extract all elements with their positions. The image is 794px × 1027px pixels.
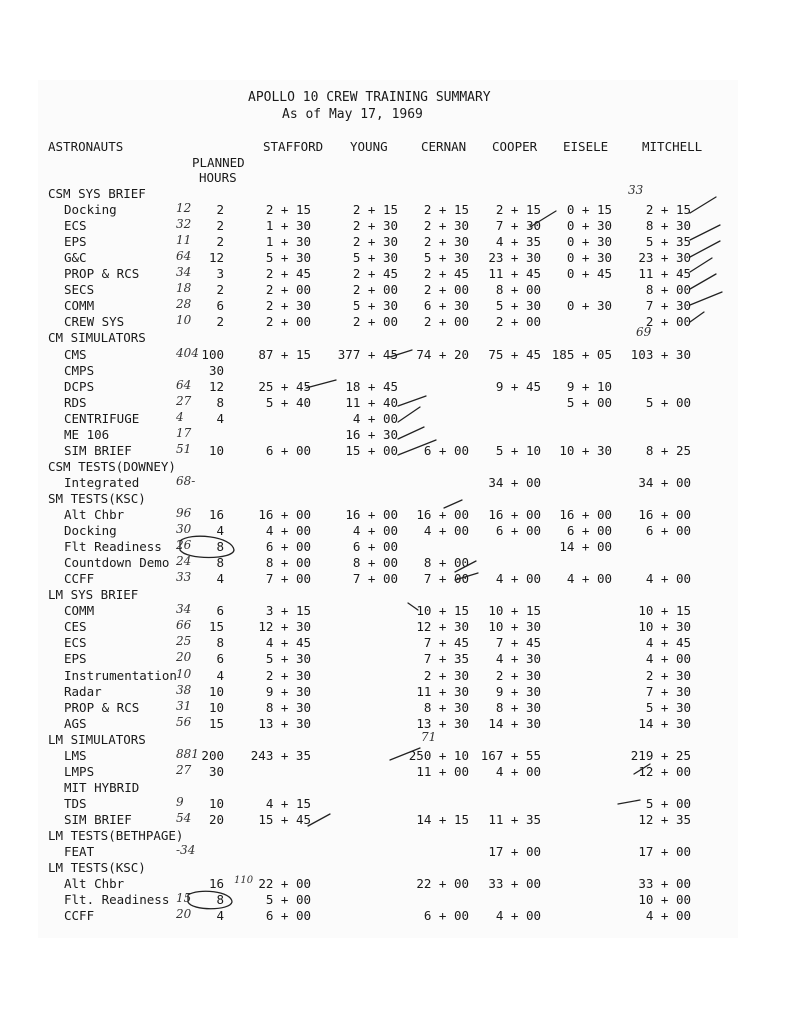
hours-cell-mitchell: 5 + 00 [645,796,691,811]
hours-cell-cooper: 5 + 30 [495,298,541,313]
hours-cell-mitchell: 33 + 00 [638,876,691,891]
handwritten-hours: 51 [176,442,192,456]
hours-cell-mitchell: 10 + 00 [638,892,691,907]
hours-cell-eisele: 14 + 00 [559,539,612,554]
handwritten-hours: 24 [176,554,192,568]
hours-cell-eisele: 0 + 30 [566,298,612,313]
hours-cell-stafford: 5 + 40 [265,395,311,410]
hours-cell-stafford: 8 + 30 [265,700,311,715]
hours-cell-cernan: 22 + 00 [416,876,469,891]
row-label: ME 106 [64,427,110,442]
hours-cell-cernan: 2 + 30 [423,668,469,683]
hours-cell-cernan: 6 + 00 [423,443,469,458]
hours-cell-young: 2 + 00 [352,282,398,297]
handwritten-hours: 9 [176,795,184,809]
hours-cell-stafford: 9 + 30 [265,684,311,699]
row-label: EPS [64,651,87,666]
hours-cell-stafford: 8 + 00 [265,555,311,570]
row-label: FEAT [64,844,95,859]
handwritten-hours: 56 [176,715,192,729]
row-label: CENTRIFUGE [64,411,140,426]
hours-cell-cooper: 16 + 00 [488,507,541,522]
hours-cell-cooper: 5 + 10 [495,443,541,458]
col-header-stafford: STAFFORD [263,139,324,154]
hours-cell-mitchell: 103 + 30 [630,347,691,362]
row-label: RDS [64,395,87,410]
hours-cell-stafford: 25 + 45 [258,379,311,394]
planned-hours: 4 [216,523,224,538]
planned-hours: 2 [216,234,224,249]
hours-cell-young: 2 + 00 [352,314,398,329]
hours-cell-mitchell: 7 + 30 [645,298,691,313]
row-label: CMPS [64,363,95,378]
hours-cell-cernan: 5 + 30 [423,250,469,265]
hours-cell-cooper: 10 + 15 [488,603,541,618]
planned-header: PLANNED [192,155,245,170]
handwritten-hours: 10 [176,313,192,327]
hours-cell-eisele: 185 + 05 [551,347,612,362]
hours-cell-cooper: 33 + 00 [488,876,541,891]
planned-hours: 2 [216,218,224,233]
handwritten-hours: 12 [176,201,192,215]
hours-cell-cernan: 4 + 00 [423,523,469,538]
hours-cell-cernan: 7 + 35 [423,651,469,666]
hours-cell-cooper: 7 + 30 [495,218,541,233]
hours-cell-stafford: 2 + 30 [265,298,311,313]
handwritten-hours: 38 [176,683,192,697]
row-label: Flt. Readiness [64,892,170,907]
row-label: COMM [64,298,95,313]
hours-cell-cooper: 2 + 15 [495,202,541,217]
row-label: SECS [64,282,95,297]
section-heading: SM TESTS(KSC) [48,491,146,506]
hours-cell-stafford: 87 + 15 [258,347,311,362]
handwritten-note: 110 [234,875,254,886]
hours-cell-young: 2 + 45 [352,266,398,281]
hours-cell-stafford: 2 + 45 [265,266,311,281]
handwritten-hours: 27 [176,394,192,408]
hours-cell-eisele: 6 + 00 [566,523,612,538]
hours-cell-cooper: 2 + 00 [495,314,541,329]
hours-cell-stafford: 4 + 00 [265,523,311,538]
handwritten-hours: 25 [176,634,192,648]
hours-cell-cooper: 2 + 30 [495,668,541,683]
hours-cell-cooper: 14 + 30 [488,716,541,731]
handwritten-hours: 68- [176,474,196,488]
hours-cell-cernan: 12 + 30 [416,619,469,634]
hours-cell-cooper: 10 + 30 [488,619,541,634]
planned-hours: 10 [208,684,224,699]
hours-cell-cooper: 17 + 00 [488,844,541,859]
handwritten-hours: 881 [176,747,199,761]
planned-hours: 8 [216,635,224,650]
hours-cell-cooper: 23 + 30 [488,250,541,265]
hours-cell-mitchell: 4 + 00 [645,571,691,586]
hours-cell-cernan: 7 + 45 [423,635,469,650]
hours-cell-stafford: 6 + 00 [265,443,311,458]
hours-cell-stafford: 2 + 30 [265,668,311,683]
row-label: ECS [64,218,87,233]
hours-cell-young: 6 + 00 [352,539,398,554]
hours-cell-young: 18 + 45 [345,379,398,394]
row-label: PROP & RCS [64,266,140,281]
hours-cell-mitchell: 11 + 45 [638,266,691,281]
hours-cell-cooper: 9 + 45 [495,379,541,394]
planned-hours: 12 [208,379,224,394]
hours-cell-mitchell: 34 + 00 [638,475,691,490]
hours-cell-stafford: 16 + 00 [258,507,311,522]
handwritten-hours: 54 [176,811,192,825]
hours-cell-stafford: 3 + 15 [265,603,311,618]
hours-cell-mitchell: 2 + 00 [645,314,691,329]
row-label: TDS [64,796,87,811]
row-label: AGS [64,716,87,731]
planned-hours: 4 [216,668,224,683]
hours-cell-stafford: 12 + 30 [258,619,311,634]
hours-cell-cernan: 74 + 20 [416,347,469,362]
hours-cell-mitchell: 2 + 15 [645,202,691,217]
hours-cell-cooper: 8 + 00 [495,282,541,297]
hours-cell-mitchell: 4 + 45 [645,635,691,650]
hours-cell-cernan: 11 + 00 [416,764,469,779]
row-label: Alt Chbr [64,507,125,522]
handwritten-hours: 32 [176,217,192,231]
hours-cell-eisele: 0 + 30 [566,250,612,265]
planned-hours: 16 [208,507,224,522]
hours-cell-cooper: 11 + 35 [488,812,541,827]
hours-cell-mitchell: 219 + 25 [630,748,691,763]
document-date: As of May 17, 1969 [282,107,423,122]
hours-cell-cooper: 7 + 45 [495,635,541,650]
hours-cell-mitchell: 8 + 25 [645,443,691,458]
section-heading: CSM SYS BRIEF [48,186,146,201]
planned-hours: 6 [216,298,224,313]
row-label: CCFF [64,571,95,586]
row-label: Docking [64,202,117,217]
hours-cell-young: 16 + 00 [345,507,398,522]
hours-cell-cooper: 4 + 00 [495,908,541,923]
planned-hours: 10 [208,700,224,715]
row-label: DCPS [64,379,95,394]
col-header-mitchell: MITCHELL [642,139,703,154]
hours-cell-cernan: 250 + 10 [408,748,469,763]
hours-cell-mitchell: 16 + 00 [638,507,691,522]
hours-cell-eisele: 9 + 10 [566,379,612,394]
hours-cell-cernan: 2 + 00 [423,314,469,329]
row-label: CMS [64,347,87,362]
hours-cell-eisele: 10 + 30 [559,443,612,458]
hours-cell-cernan: 8 + 30 [423,700,469,715]
handwritten-hours: 31 [176,699,192,713]
row-label: CES [64,619,87,634]
handwritten-hours: 404 [176,346,199,360]
hours-cell-cooper: 6 + 00 [495,523,541,538]
planned-hours: 2 [216,202,224,217]
hours-cell-stafford: 5 + 00 [265,892,311,907]
hours-cell-cernan: 6 + 30 [423,298,469,313]
margin-note: 33 [628,183,644,197]
hours-cell-mitchell: 4 + 00 [645,651,691,666]
hours-cell-cooper: 4 + 00 [495,571,541,586]
hours-cell-mitchell: 2 + 30 [645,668,691,683]
planned-hours: 2 [216,282,224,297]
hours-cell-stafford: 4 + 45 [265,635,311,650]
hours-cell-young: 4 + 00 [352,411,398,426]
handwritten-hours: -34 [176,843,196,857]
hours-cell-eisele: 0 + 45 [566,266,612,281]
row-label: Radar [64,684,102,699]
document-title: APOLLO 10 CREW TRAINING SUMMARY [248,90,491,105]
hours-cell-cooper: 9 + 30 [495,684,541,699]
section-heading: LM TESTS(BETHPAGE) [48,828,184,843]
planned-hours: 6 [216,651,224,666]
planned-hours: 15 [208,716,224,731]
hours-cell-young: 5 + 30 [352,298,398,313]
hours-cell-cooper: 8 + 30 [495,700,541,715]
hours-cell-mitchell: 4 + 00 [645,908,691,923]
handwritten-hours: 34 [176,265,192,279]
row-label: LMS [64,748,87,763]
planned-hours: 30 [208,764,224,779]
hours-cell-cernan: 16 + 00 [416,507,469,522]
hours-cell-cooper: 4 + 00 [495,764,541,779]
hours-cell-young: 11 + 40 [345,395,398,410]
hours-cell-stafford: 22 + 00 [258,876,311,891]
row-label: COMM [64,603,95,618]
hours-cell-cernan: 10 + 15 [416,603,469,618]
hours-cell-cooper: 167 + 55 [480,748,541,763]
hours-cell-young: 5 + 30 [352,250,398,265]
section-heading: LM TESTS(KSC) [48,860,146,875]
planned-hours: 12 [208,250,224,265]
hours-cell-stafford: 7 + 00 [265,571,311,586]
handwritten-hours: 26 [176,538,192,552]
row-label: ECS [64,635,87,650]
hours-cell-stafford: 4 + 15 [265,796,311,811]
hours-cell-stafford: 6 + 00 [265,539,311,554]
hours-cell-stafford: 2 + 00 [265,314,311,329]
row-label: Instrumentation [64,668,177,683]
row-label: Alt Chbr [64,876,125,891]
hours-cell-young: 16 + 30 [345,427,398,442]
hours-cell-young: 15 + 00 [345,443,398,458]
planned-hours: 15 [208,619,224,634]
hours-header: HOURS [199,170,237,185]
handwritten-hours: 30 [176,522,192,536]
hours-cell-young: 2 + 30 [352,234,398,249]
hours-cell-cooper: 4 + 30 [495,651,541,666]
hours-cell-young: 2 + 15 [352,202,398,217]
hours-cell-cernan: 2 + 30 [423,218,469,233]
hours-cell-young: 7 + 00 [352,571,398,586]
planned-hours: 16 [208,876,224,891]
hours-cell-stafford: 5 + 30 [265,250,311,265]
hours-cell-cernan: 8 + 00 [423,555,469,570]
hours-cell-stafford: 2 + 15 [265,202,311,217]
row-label: G&C [64,250,87,265]
planned-hours: 200 [201,748,224,763]
hours-cell-stafford: 1 + 30 [265,234,311,249]
hours-cell-young: 8 + 00 [352,555,398,570]
planned-hours: 6 [216,603,224,618]
planned-hours: 8 [216,892,224,907]
handwritten-hours: 64 [176,378,192,392]
hours-cell-eisele: 0 + 30 [566,234,612,249]
planned-hours: 8 [216,555,224,570]
handwritten-hours: 10 [176,667,192,681]
hours-cell-cooper: 4 + 35 [495,234,541,249]
hours-cell-cernan: 13 + 30 [416,716,469,731]
hours-cell-young: 2 + 30 [352,218,398,233]
handwritten-hours: 17 [176,426,192,440]
handwritten-hours: 4 [176,410,184,424]
hours-cell-eisele: 0 + 30 [566,218,612,233]
row-label: PROP & RCS [64,700,140,715]
row-label: EPS [64,234,87,249]
hours-cell-mitchell: 10 + 15 [638,603,691,618]
section-heading: LM SIMULATORS [48,732,146,747]
hours-cell-cooper: 75 + 45 [488,347,541,362]
row-label: SIM BRIEF [64,812,132,827]
handwritten-hours: 66 [176,618,192,632]
hours-cell-cernan: 14 + 15 [416,812,469,827]
hours-cell-young: 4 + 00 [352,523,398,538]
handwritten-hours: 11 [176,233,192,247]
astronauts-header: ASTRONAUTS [48,139,124,154]
planned-hours: 4 [216,411,224,426]
planned-hours: 8 [216,395,224,410]
planned-hours: 10 [208,796,224,811]
hours-cell-cernan: 11 + 30 [416,684,469,699]
col-header-cernan: CERNAN [421,139,467,154]
hours-cell-mitchell: 10 + 30 [638,619,691,634]
handwritten-hours: 96 [176,506,192,520]
hours-cell-eisele: 0 + 15 [566,202,612,217]
hours-cell-mitchell: 6 + 00 [645,523,691,538]
row-label: LMPS [64,764,95,779]
section-heading: CSM TESTS(DOWNEY) [48,459,176,474]
row-label: Docking [64,523,117,538]
planned-hours: 8 [216,539,224,554]
hours-cell-mitchell: 12 + 35 [638,812,691,827]
hours-cell-cooper: 11 + 45 [488,266,541,281]
hours-cell-stafford: 5 + 30 [265,651,311,666]
hours-cell-mitchell: 5 + 35 [645,234,691,249]
planned-hours: 30 [208,363,224,378]
hours-cell-eisele: 5 + 00 [566,395,612,410]
col-header-eisele: EISELE [563,139,609,154]
hours-cell-mitchell: 5 + 00 [645,395,691,410]
handwritten-hours: 27 [176,763,192,777]
hours-cell-mitchell: 14 + 30 [638,716,691,731]
hours-cell-cernan: 2 + 30 [423,234,469,249]
handwritten-hours: 20 [176,650,192,664]
hours-cell-mitchell: 8 + 30 [645,218,691,233]
planned-hours: 20 [208,812,224,827]
handwritten-hours: 15 [176,891,192,905]
planned-hours: 100 [201,347,224,362]
hours-cell-mitchell: 7 + 30 [645,684,691,699]
hours-cell-mitchell: 17 + 00 [638,844,691,859]
hours-cell-cernan: 2 + 45 [423,266,469,281]
hours-cell-stafford: 13 + 30 [258,716,311,731]
hours-cell-mitchell: 5 + 30 [645,700,691,715]
margin-note: 69 [636,325,652,339]
hours-cell-mitchell: 12 + 00 [638,764,691,779]
handwritten-hours: 18 [176,281,192,295]
col-header-young: YOUNG [350,139,388,154]
section-heading: CM SIMULATORS [48,330,146,345]
row-label: MIT HYBRID [64,780,140,795]
handwritten-hours: 34 [176,602,192,616]
hours-cell-mitchell: 23 + 30 [638,250,691,265]
hours-cell-mitchell: 8 + 00 [645,282,691,297]
row-label: Flt Readiness [64,539,162,554]
planned-hours: 10 [208,443,224,458]
hours-cell-cooper: 34 + 00 [488,475,541,490]
hours-cell-cernan: 2 + 15 [423,202,469,217]
hours-cell-stafford: 15 + 45 [258,812,311,827]
hours-cell-stafford: 1 + 30 [265,218,311,233]
handwritten-hours: 33 [176,570,192,584]
col-header-cooper: COOPER [492,139,538,154]
section-heading: LM SYS BRIEF [48,587,139,602]
row-label: CREW SYS [64,314,125,329]
row-label: CCFF [64,908,95,923]
handwritten-hours: 64 [176,249,192,263]
hours-cell-stafford: 6 + 00 [265,908,311,923]
hours-cell-cernan: 6 + 00 [423,908,469,923]
hours-cell-stafford: 243 + 35 [250,748,311,763]
planned-hours: 3 [216,266,224,281]
hours-cell-cernan: 7 + 00 [423,571,469,586]
hours-cell-stafford: 2 + 00 [265,282,311,297]
margin-note: 71 [421,730,437,744]
hours-cell-eisele: 4 + 00 [566,571,612,586]
hours-cell-cernan: 2 + 00 [423,282,469,297]
row-label: Countdown Demo [64,555,170,570]
handwritten-hours: 28 [176,297,192,311]
row-label: SIM BRIEF [64,443,132,458]
hours-cell-eisele: 16 + 00 [559,507,612,522]
planned-hours: 4 [216,571,224,586]
handwritten-hours: 20 [176,907,192,921]
hours-cell-young: 377 + 45 [337,347,398,362]
planned-hours: 2 [216,314,224,329]
planned-hours: 4 [216,908,224,923]
row-label: Integrated [64,475,140,490]
